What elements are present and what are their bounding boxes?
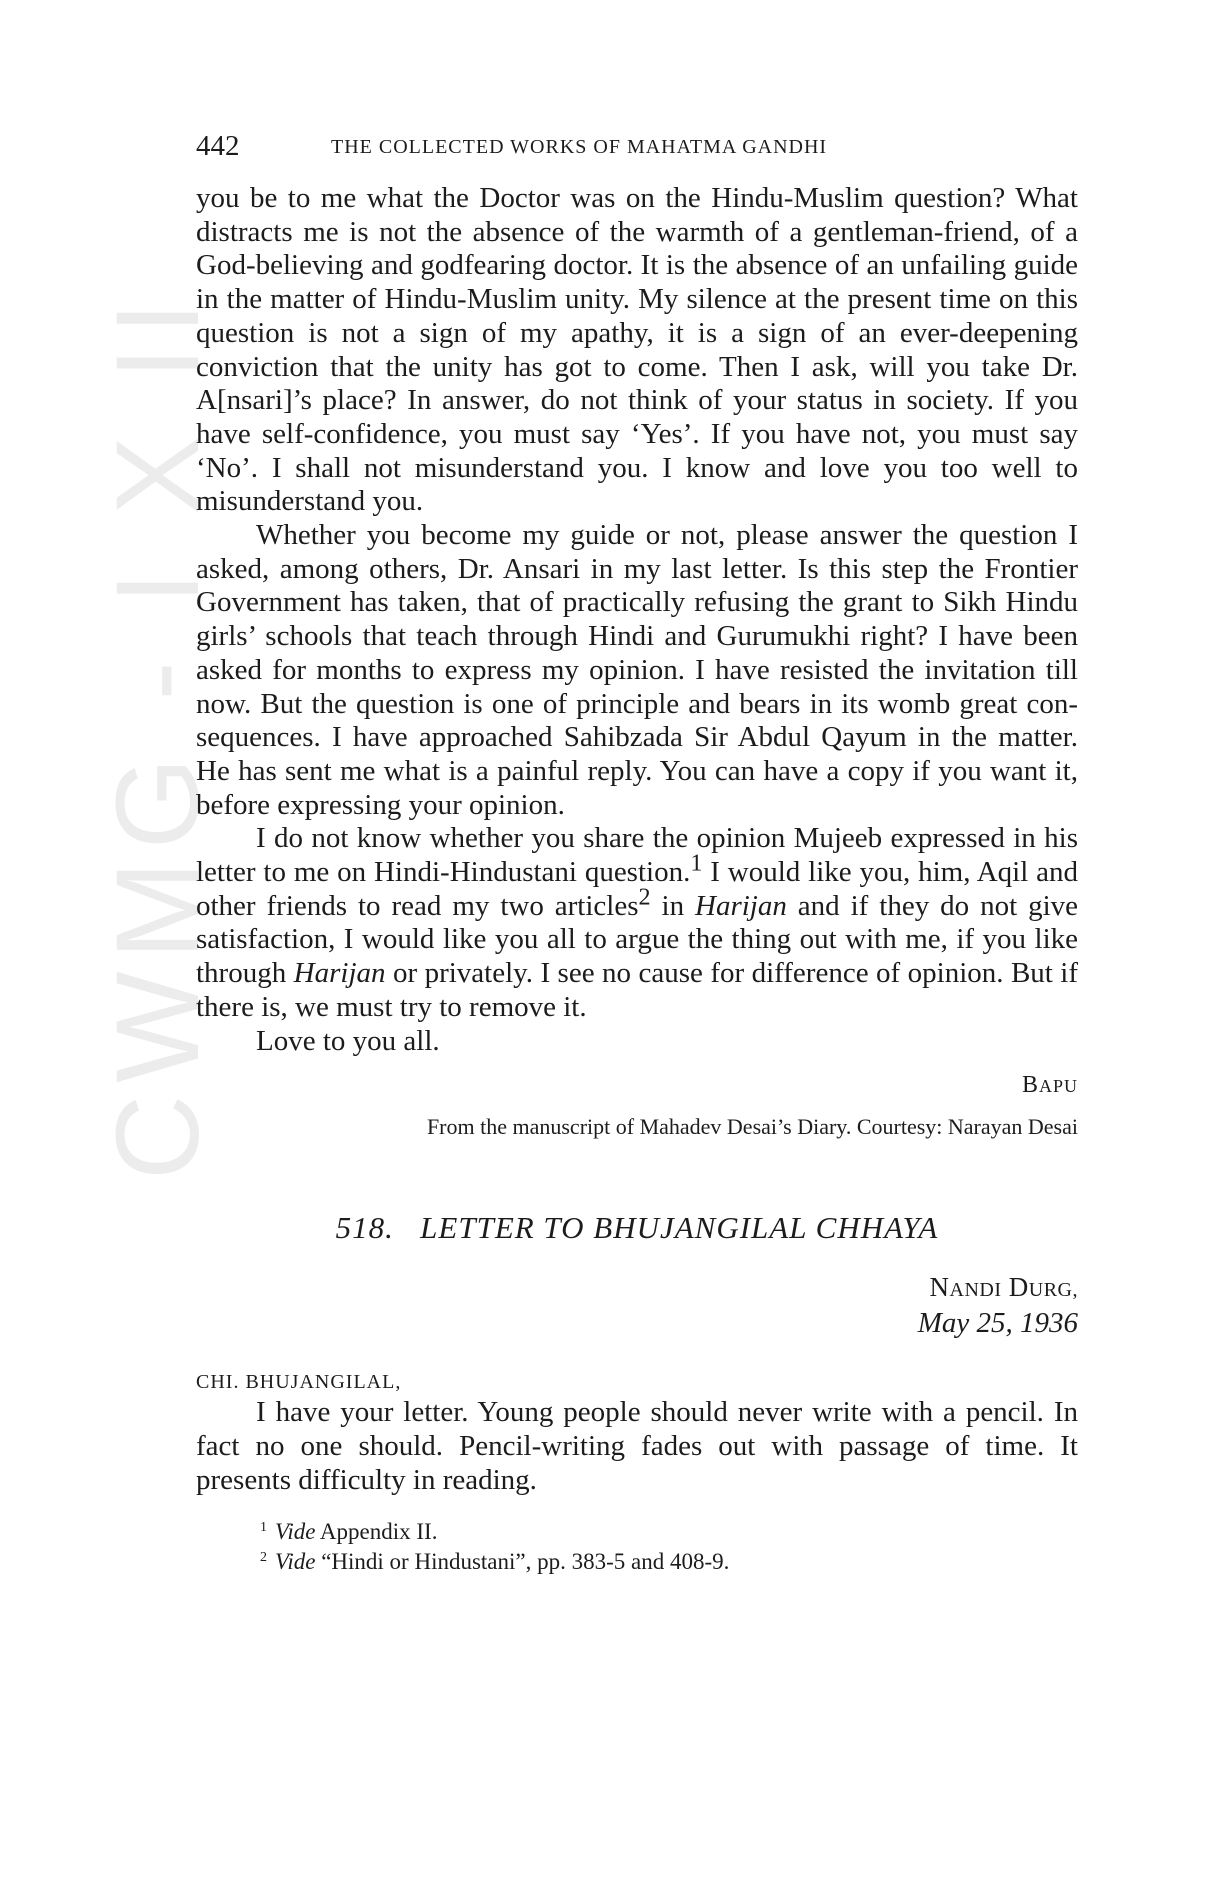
letter-heading (196, 1211, 1078, 1245)
text-run: I would like you, him, Aqil and other friends to read my two articles (196, 856, 1078, 922)
footnote-ref-2: 2 (638, 883, 651, 911)
paragraph-2: Whether you become my guide or not, please answer the question I asked, among others, Dr. Ansari in my last letter. Is this step the Frontier Government has taken, that of practically refusing the grant to Sikh Hindu girls’ schools that teach through Hindi and Gurumukhi right? I have been asked for months to express my opinion. I have resisted the invitation till now. But the question is one of principle and bears in its womb great consequences. I have approached Sahibzada Sir Abdul Qayum in the matter. He has sent me what is a painful reply. You can have a copy if you want it, before expressing your opinion. (196, 519, 1078, 821)
signature-initial: B (1021, 1072, 1039, 1099)
running-title: THE COLLECTED WORKS OF MAHATMA GANDHI (331, 136, 828, 158)
place-cap: N (929, 1272, 950, 1303)
footnotes (196, 1517, 1078, 1577)
text-run: or privately. I see no cause for difference of opinion. But if there is, we must try to remove it. (196, 957, 1079, 1023)
footnote-number: 2 (260, 1549, 267, 1565)
letter-paragraph-1: I have your letter. Young people should never write with a pencil. In fact no one should. Pencil-writing fades out with passage of time. It presents difficulty in reading. (196, 1396, 1078, 1496)
paragraph-3 (196, 822, 1078, 1024)
place-cap: D (1001, 1272, 1029, 1303)
paragraph-4: Love to you all. (256, 1024, 440, 1057)
paragraph-1: you be to me what the Doctor was on the Hindu-Muslim question? What distracts me is not the absence of the warmth of a gentleman-friend, of a God-believing and godfearing doctor. It is the absence of an unfailing guide in the matter of Hindu-Muslim unity. My silence at the present time on this question is not a sign of my apathy, it is a sign of an ever-deepening conviction that the unity has got to come. Then I ask, will you take Dr. A[nsari]’s place? In answer, do not think of your status in society. If you have self-confidence, you must say ‘Yes’. If you have not, you must say ‘No’. I shall not misunderstand you. I know and love you too well to misunderstand you. (196, 182, 1078, 518)
footnote-ref-1: 1 (690, 849, 703, 877)
footnote-vide: Vide (275, 1549, 316, 1575)
footnote-text: Appendix II. (315, 1519, 438, 1545)
salutation: CHI. BHUJANGILAL, (196, 1371, 402, 1394)
place-small: URG, (1028, 1279, 1078, 1302)
italic-harijan: Harijan (695, 889, 787, 922)
letter-date: May 25, 1936 (917, 1307, 1078, 1340)
place-small: ANDI (949, 1279, 1002, 1302)
page-body (196, 182, 1078, 1577)
footnote-text: “Hindi or Hindustani”, pp. 383-5 and 408-9. (315, 1549, 730, 1575)
text-run: and if they do not give satisfaction, I would like you all to argue the thing out with me, if you like through (196, 889, 1078, 990)
footnote-1 (260, 1517, 1078, 1547)
watermark: CWMG - I X II (92, 289, 224, 1180)
letter-number: 518. (335, 1210, 394, 1246)
signature-rest: APU (1038, 1076, 1078, 1097)
page-number: 442 (196, 130, 240, 162)
footnote-2 (260, 1547, 1078, 1577)
letter-title: LETTER TO BHUJANGILAL CHHAYA (420, 1210, 939, 1246)
letter-place (196, 1271, 1078, 1306)
footnote-number: 1 (260, 1519, 267, 1535)
italic-harijan: Harijan (293, 957, 386, 990)
source-note: From the manuscript of Mahadev Desai’s Diary. Courtesy: Narayan Desai (426, 1114, 1078, 1140)
footnote-vide: Vide (275, 1519, 316, 1545)
signature (196, 1070, 1078, 1101)
text-run: I do not know whether you share the opinion Mujeeb expressed in his letter to me on Hindi-Hindustani question. (196, 822, 1078, 889)
text-run: in (650, 889, 696, 922)
page-header (196, 130, 1078, 166)
